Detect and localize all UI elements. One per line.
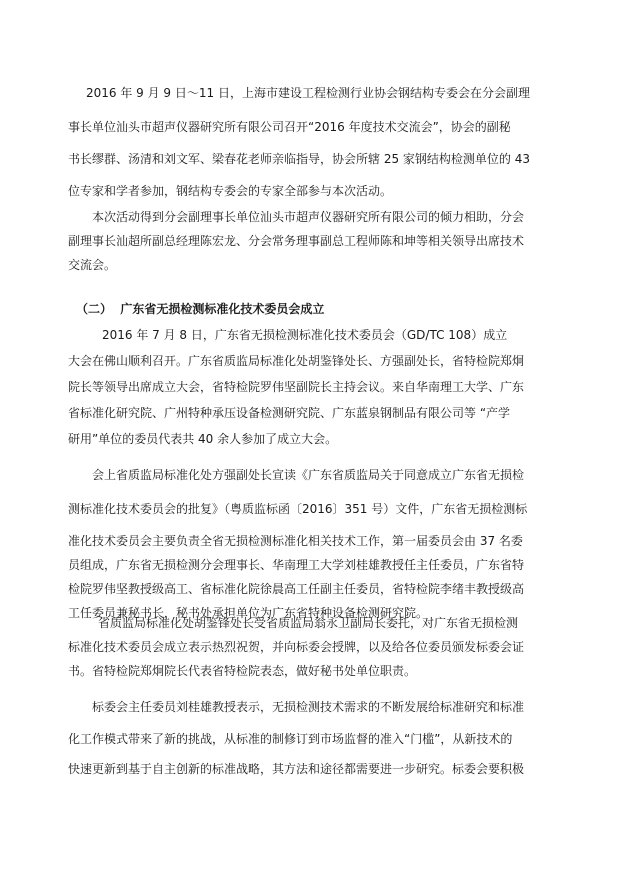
paragraph-line: 本次活动得到分会副理事长单位汕头市超声仪器研究所有限公司的倾力相助，分会	[92, 210, 525, 224]
paragraph-line: 标准化技术委员会成立表示热烈祝贺，并向标委会授牌，以及给各位委员颁发标委会证	[68, 640, 525, 654]
paragraph-line: 书长缪群、汤清和刘文军、梁春花老师亲临指导，协会所辖 25 家钢结构检测单位的 43	[68, 152, 530, 166]
paragraph-line: 省质监局标准化处胡鉴锋处长受省质监局翁永卫副局长委托，对广东省无损检测	[98, 616, 519, 630]
paragraph-line: 位专家和学者参加，钢结构专委会的专家全部参与本次活动。	[68, 184, 393, 198]
paragraph-line: 员组成，广东省无损检测分会理事长、华南理工大学刘桂雄教授任主任委员，广东省特	[68, 558, 525, 572]
paragraph-line: 事长单位汕头市超声仪器研究所有限公司召开“2016 年度技术交流会”，协会的副秘	[68, 120, 511, 134]
paragraph-line: 化工作模式带来了新的挑战，从标准的制修订到市场监督的准入“门槛”，从新技术的	[68, 732, 513, 746]
paragraph-line: 副理事长汕超所副总经理陈宏龙、分会常务理事副总工程师陈和坤等相关领导出席技术	[68, 234, 525, 248]
paragraph-line: 测标准化技术委员会的批复》（粤质监标函〔2016〕351 号）文件，广东省无损检测标	[68, 502, 528, 516]
paragraph-line: 省标准化研究院、广州特种承压设备检测研究院、广东蓝泉钢制品有限公司等 “产学	[68, 406, 511, 420]
paragraph-line: 会上省质监局标准化处方强副处长宣读《广东省质监局关于同意成立广东省无损检	[92, 468, 525, 482]
paragraph-line: 2016 年 7 月 8 日，广东省无损检测标准化技术委员会（GD/TC 108）成立	[102, 328, 508, 342]
paragraph-line: 标委会主任委员刘桂雄教授表示，无损检测技术需求的不断发展给标准研究和标准	[92, 700, 525, 714]
paragraph-line: 研用”单位的委员代表共 40 余人参加了成立大会。	[68, 432, 338, 446]
paragraph-line: 快速更新到基于自主创新的标准战略，其方法和途径都需要进一步研究。标委会要积极	[68, 762, 525, 776]
paragraph-line: 检院罗伟坚教授级高工、省标准化院徐晨高工任副主任委员，省特检院李绪丰教授级高	[68, 582, 525, 596]
paragraph-line: 交流会。	[68, 258, 117, 272]
paragraph-line: 院长等领导出席成立大会，省特检院罗伟坚副院长主持会议。来自华南理工大学、广东	[68, 380, 525, 394]
paragraph-line: 大会在佛山顺利召开。广东省质监局标准化处胡鉴锋处长、方强副处长，省特检院郑炯	[68, 354, 525, 368]
paragraph-line: 工任委员兼秘书长，秘书处承担单位为广东省特种设备检测研究院。	[68, 606, 429, 620]
paragraph-line: 2016 年 9 月 9 日～11 日，上海市建设工程检测行业协会钢结构专委会在分会副理	[86, 86, 530, 100]
paragraph-line: 准化技术委员会主要负责全省无损检测标准化相关技术工作，第一届委员会由 37 名委	[68, 534, 523, 548]
section-heading: （二） 广东省无损检测标准化技术委员会成立	[76, 302, 325, 316]
paragraph-line: 书。省特检院郑炯院长代表省特检院表态，做好秘书处单位职责。	[68, 664, 417, 678]
